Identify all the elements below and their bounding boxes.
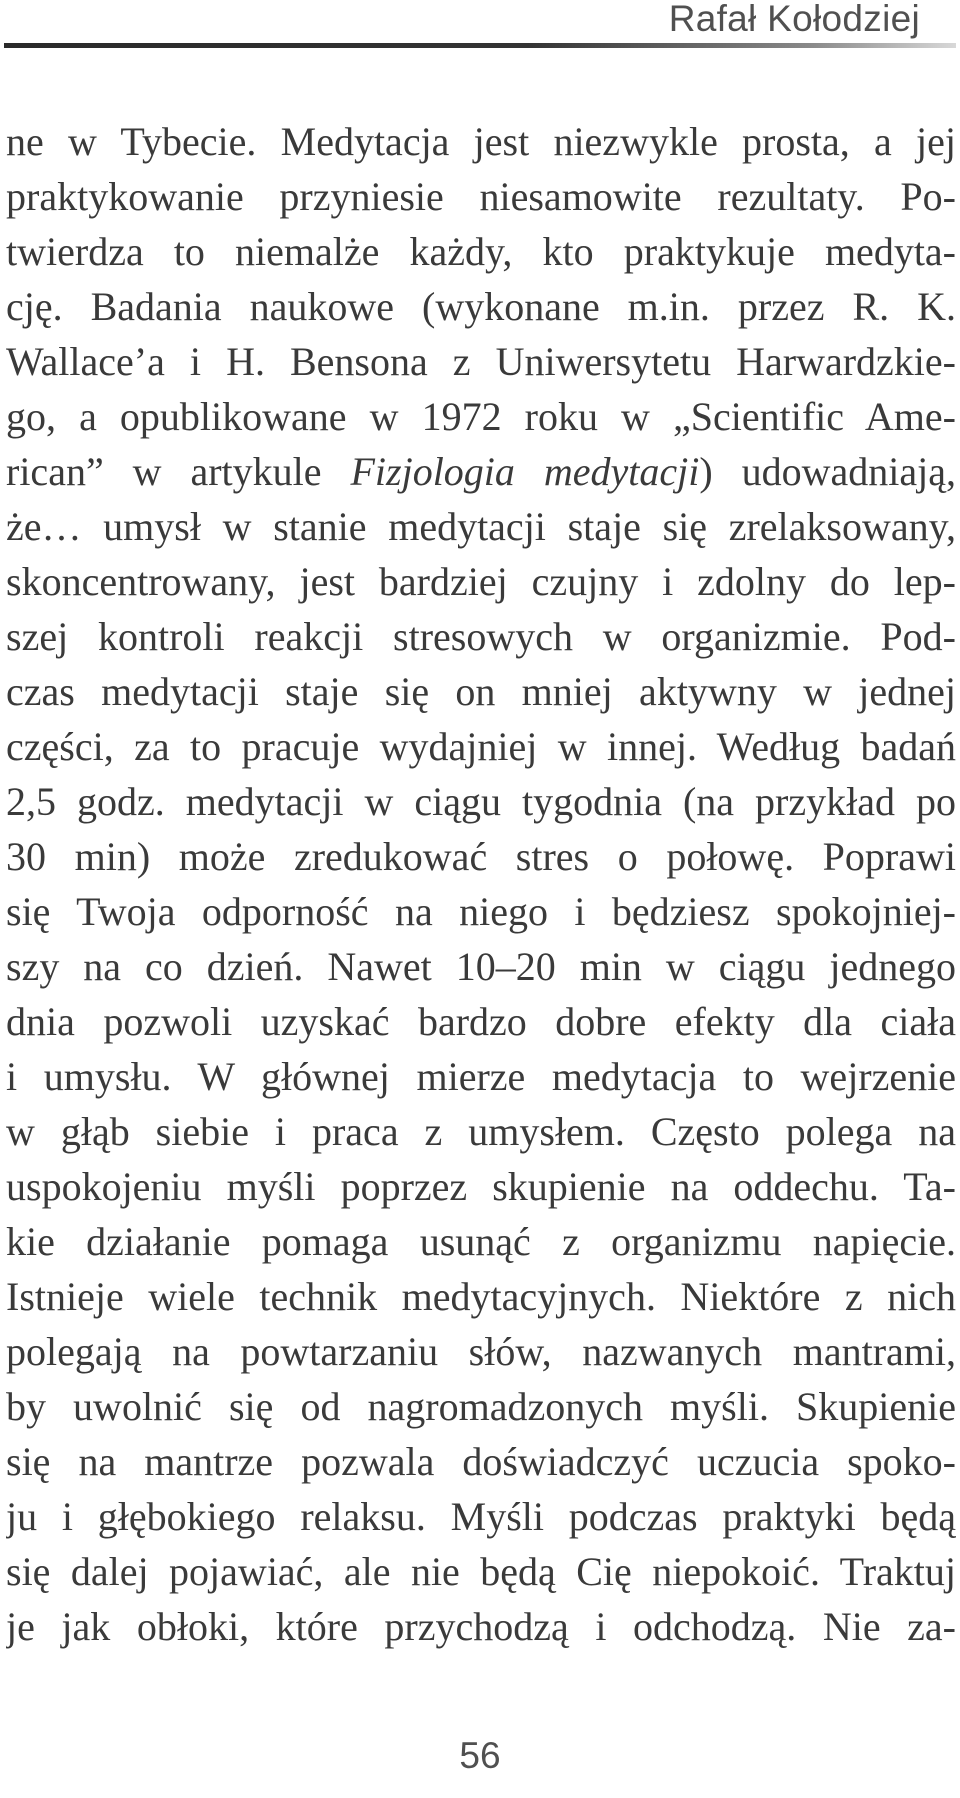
text-line: że… umysł w stanie medytacji staje się zrelaksowany, (6, 504, 956, 549)
body-text (6, 114, 956, 1654)
text-line-with-italic-title (6, 444, 956, 499)
text-line: szej kontroli reakcji stresowych w organizmie. Pod- (6, 614, 956, 659)
text-line: praktykowanie przyniesie niesamowite rezultaty. Po- (6, 174, 956, 219)
text-line: 30 min) może zredukować stres o połowę. Poprawi (6, 834, 956, 879)
page-number: 56 (459, 1735, 501, 1776)
text-line: kie działanie pomaga usunąć z organizmu napięcie. (6, 1219, 956, 1264)
text-line: dnia pozwoli uzyskać bardzo dobre efekty dla ciała (6, 999, 956, 1044)
article-title: Fizjologia medytacji (350, 449, 700, 494)
header-rule (4, 43, 956, 48)
text-fragment: rican” w artykule (6, 449, 351, 494)
text-line: Wallace’a i H. Bensona z Uniwersytetu Harwardzkie- (6, 339, 956, 384)
text-line: polegają na powtarzaniu słów, nazwanych mantrami, (6, 1329, 956, 1374)
text-line: ne w Tybecie. Medytacja jest niezwykle prosta, a jej (6, 119, 956, 164)
text-line: się dalej pojawiać, ale nie będą Cię niepokoić. Traktuj (6, 1549, 956, 1594)
text-line: go, a opublikowane w 1972 roku w „Scientific Ame- (6, 394, 956, 439)
text-line: ju i głębokiego relaksu. Myśli podczas praktyki będą (6, 1494, 956, 1539)
text-line: by uwolnić się od nagromadzonych myśli. Skupienie (6, 1384, 956, 1429)
text-fragment: ) udowadniają, (699, 449, 956, 494)
running-head (0, 0, 960, 60)
author-name: Rafał Kołodziej (668, 0, 920, 39)
text-line: Istnieje wiele technik medytacyjnych. Niektóre z nich (6, 1274, 956, 1319)
text-line: się na mantrze pozwala doświadczyć uczucia spoko- (6, 1439, 956, 1484)
text-line: 2,5 godz. medytacji w ciągu tygodnia (na przykład po (6, 779, 956, 824)
text-line: cję. Badania naukowe (wykonane m.in. przez R. K. (6, 284, 956, 329)
text-line: się Twoja odporność na niego i będziesz spokojniej- (6, 889, 956, 934)
text-line: twierdza to niemalże każdy, kto praktykuje medyta- (6, 229, 956, 274)
text-line: uspokojeniu myśli poprzez skupienie na oddechu. Ta- (6, 1164, 956, 1209)
text-line: je jak obłoki, które przychodzą i odchodzą. Nie za- (6, 1604, 956, 1649)
text-line: skoncentrowany, jest bardziej czujny i zdolny do lep- (6, 559, 956, 604)
text-line: w głąb siebie i praca z umysłem. Często polega na (6, 1109, 956, 1154)
text-line: i umysłu. W głównej mierze medytacja to wejrzenie (6, 1054, 956, 1099)
text-line: szy na co dzień. Nawet 10–20 min w ciągu jednego (6, 944, 956, 989)
text-line: części, za to pracuje wydajniej w innej. Według badań (6, 724, 956, 769)
text-line: czas medytacji staje się on mniej aktywny w jednej (6, 669, 956, 714)
